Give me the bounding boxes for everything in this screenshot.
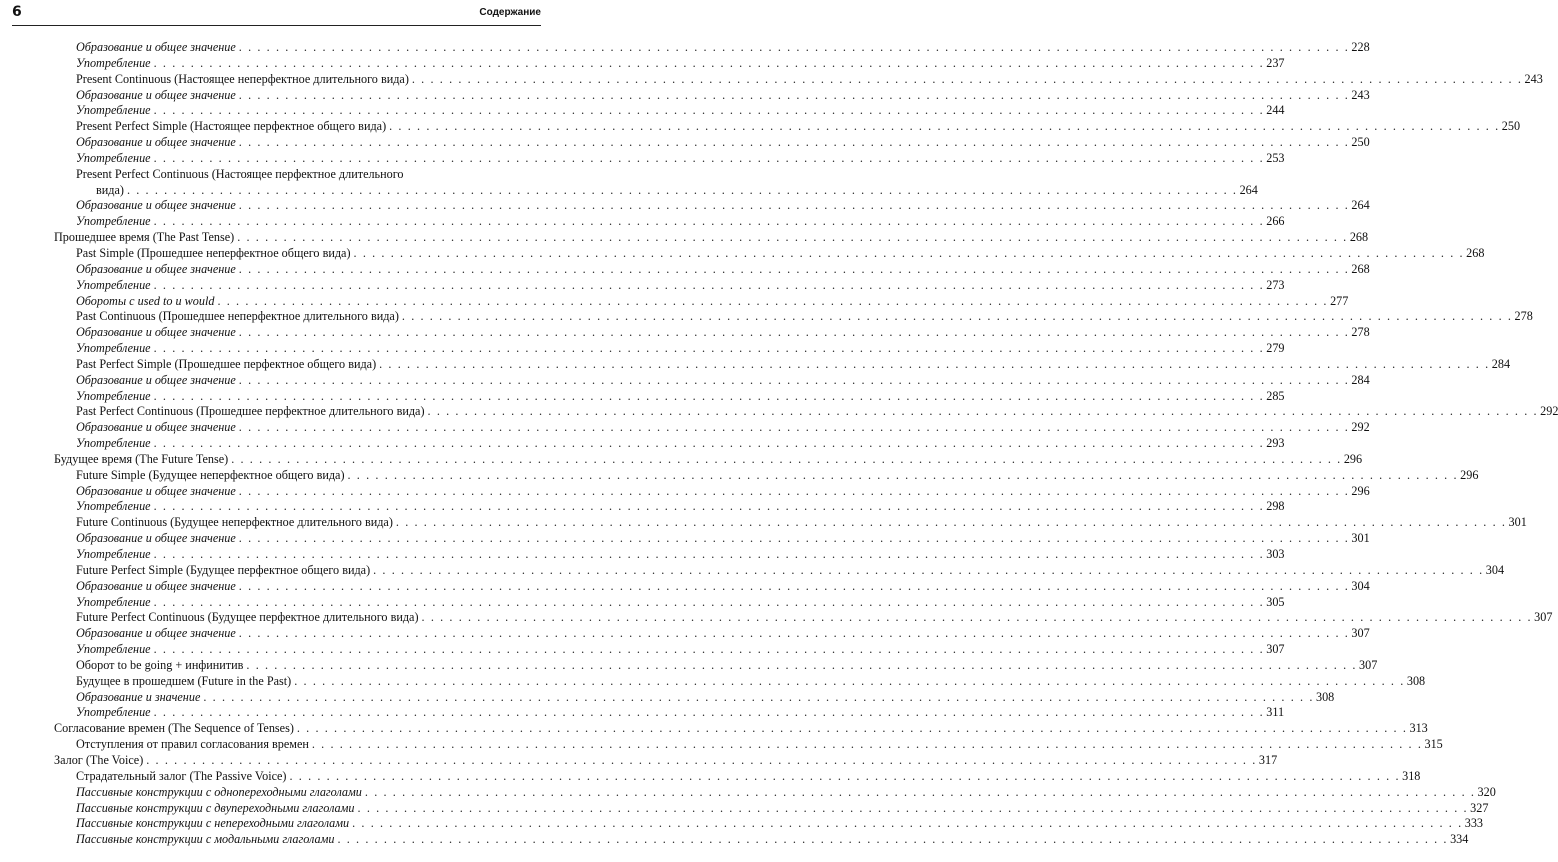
dot-leader: . . . . . . . . . . . . . . . . . . . . . . . . . . . . . . . . . . . . . . . . . . . . . . . . . . . . . . . . . . . . . . . . . . . . . . . . . . . . . . . . . . . . . . . . . . . . . . . . . . . . . . . . . . . . . . . . . . . . . . . . <box>238 626 1350 641</box>
toc-entry-page: 308 <box>1315 689 1335 704</box>
dot-leader: . . . . . . . . . . . . . . . . . . . . . . . . . . . . . . . . . . . . . . . . . . . . . . . . . . . . . . . . . . . . . . . . . . . . . . . . . . . . . . . . . . . . . . . . . . . . . . . . . . . . . . . . . . . . . . . . . . . . . . . . <box>296 721 1408 736</box>
page-number: 6 <box>12 4 22 20</box>
toc-entry-title: Употребление <box>76 214 151 229</box>
dot-leader: . . . . . . . . . . . . . . . . . . . . . . . . . . . . . . . . . . . . . . . . . . . . . . . . . . . . . . . . . . . . . . . . . . . . . . . . . . . . . . . . . . . . . . . . . . . . . . . . . . . . . . . . . . . . . . . . . . . . . . . . <box>311 737 1423 752</box>
dot-leader: . . . . . . . . . . . . . . . . . . . . . . . . . . . . . . . . . . . . . . . . . . . . . . . . . . . . . . . . . . . . . . . . . . . . . . . . . . . . . . . . . . . . . . . . . . . . . . . . . . . . . . . . . . . . . . . . . . . . . . . . <box>246 657 1358 672</box>
toc-entry[interactable] <box>0 103 1285 119</box>
dot-leader: . . . . . . . . . . . . . . . . . . . . . . . . . . . . . . . . . . . . . . . . . . . . . . . . . . . . . . . . . . . . . . . . . . . . . . . . . . . . . . . . . . . . . . . . . . . . . . . . . . . . . . . . . . . . . . . . . . . . . . . . <box>153 642 1265 657</box>
toc-entry[interactable] <box>0 135 1370 151</box>
toc-entry-row <box>76 673 1426 690</box>
toc-entry[interactable] <box>0 356 1511 373</box>
toc-entry-row <box>76 341 1285 357</box>
toc-entry-row <box>76 594 1285 611</box>
dot-leader: . . . . . . . . . . . . . . . . . . . . . . . . . . . . . . . . . . . . . . . . . . . . . . . . . . . . . . . . . . . . . . . . . . . . . . . . . . . . . . . . . . . . . . . . . . . . . . . . . . . . . . . . . . . . . . . . . . . . . . . . <box>238 531 1350 546</box>
toc-entry[interactable] <box>0 721 1428 737</box>
toc-entry[interactable] <box>0 515 1527 531</box>
toc-entry[interactable] <box>0 245 1485 262</box>
toc-entry-page: 292 <box>1351 420 1370 435</box>
toc-entry[interactable] <box>0 626 1370 642</box>
toc-entry-title: Present Perfect Simple (Настоящее перфектное общего вида) <box>76 119 387 134</box>
toc-entry-page: 284 <box>1351 372 1370 387</box>
toc-entry-row <box>76 245 1485 262</box>
toc-entry[interactable] <box>0 752 1278 769</box>
toc-entry-page: 318 <box>1402 768 1421 783</box>
dot-leader: . . . . . . . . . . . . . . . . . . . . . . . . . . . . . . . . . . . . . . . . . . . . . . . . . . . . . . . . . . . . . . . . . . . . . . . . . . . . . . . . . . . . . . . . . . . . . . . . . . . . . . . . . . . . . . . . . . . . . . . . <box>153 277 1265 292</box>
toc-entry-title: Употребление <box>76 705 151 720</box>
toc-entry[interactable] <box>0 182 1258 199</box>
toc-entry-title: Будущее в прошедшем (Future in the Past) <box>76 673 292 688</box>
toc-entry-row <box>76 531 1370 547</box>
dot-leader: . . . . . . . . . . . . . . . . . . . . . . . . . . . . . . . . . . . . . . . . . . . . . . . . . . . . . . . . . . . . . . . . . . . . . . . . . . . . . . . . . . . . . . . . . . . . . . . . . . . . . . . . . . . . . . . . . . . . . . . . <box>389 119 1500 134</box>
toc-entry-row <box>76 800 1489 817</box>
toc-entry-page: 268 <box>1349 230 1369 245</box>
toc-entry-page: 304 <box>1351 578 1370 593</box>
toc-entry-row <box>76 626 1370 642</box>
toc-entry-title: Past Simple (Прошедшее неперфектное общего вида) <box>76 245 351 260</box>
toc-entry-row <box>76 87 1370 104</box>
toc-entry-row <box>76 436 1285 452</box>
toc-entry-title: Образование и общее значение <box>76 261 236 276</box>
dot-leader: . . . . . . . . . . . . . . . . . . . . . . . . . . . . . . . . . . . . . . . . . . . . . . . . . . . . . . . . . . . . . . . . . . . . . . . . . . . . . . . . . . . . . . . . . . . . . . . . . . . . . . . . . . . . . . . . . . . . . . . . <box>153 103 1265 118</box>
toc-entry[interactable] <box>0 673 1426 690</box>
toc-entry-page: 311 <box>1266 705 1285 720</box>
toc-entry[interactable] <box>0 87 1370 104</box>
toc-entry-title: Употребление <box>76 103 151 118</box>
toc-entry-title: Пассивные конструкции с модальными глаголами <box>76 832 335 847</box>
dot-leader: . . . . . . . . . . . . . . . . . . . . . . . . . . . . . . . . . . . . . . . . . . . . . . . . . . . . . . . . . . . . . . . . . . . . . . . . . . . . . . . . . . . . . . . . . . . . . . . . . . . . . . . . . . . . . . . . . . . . . . . . <box>153 547 1265 561</box>
toc-entry-page: 301 <box>1508 515 1527 530</box>
toc-entry-page: 313 <box>1409 721 1428 736</box>
dot-leader: . . . . . . . . . . . . . . . . . . . . . . . . . . . . . . . . . . . . . . . . . . . . . . . . . . . . . . . . . . . . . . . . . . . . . . . . . . . . . . . . . . . . . . . . . . . . . . . . . . . . . . . . . . . . . . . . . . . . . . . . <box>153 341 1265 356</box>
toc-entry-page: 315 <box>1424 737 1443 752</box>
toc-entry-page: 277 <box>1330 293 1349 308</box>
toc-entry[interactable] <box>0 642 1285 658</box>
dot-leader: . . . . . . . . . . . . . . . . . . . . . . . . . . . . . . . . . . . . . . . . . . . . . . . . . . . . . . . . . . . . . . . . . . . . . . . . . . . . . . . . . . . . . . . . . . . . . . . . . . . . . . . . . . . . . . . . . . . . . . . . <box>395 515 1507 530</box>
toc-entry-page: 284 <box>1491 356 1511 371</box>
toc-entry-page: 334 <box>1450 832 1469 847</box>
toc-entry-page: 292 <box>1540 404 1558 419</box>
dot-leader: . . . . . . . . . . . . . . . . . . . . . . . . . . . . . . . . . . . . . . . . . . . . . . . . . . . . . . . . . . . . . . . . . . . . . . . . . . . . . . . . . . . . . . . . . . . . . . . . . . . . . . . . . . . . . . . . . . . . . . . . <box>352 816 1463 831</box>
toc-entry-row <box>76 103 1285 119</box>
toc-entry-title: Пассивные конструкции с однопереходными глаголами <box>76 784 362 799</box>
dot-leader: . . . . . . . . . . . . . . . . . . . . . . . . . . . . . . . . . . . . . . . . . . . . . . . . . . . . . . . . . . . . . . . . . . . . . . . . . . . . . . . . . . . . . . . . . . . . . . . . . . . . . . . . . . . . . . . . . . . . . . . . <box>153 705 1265 720</box>
toc-entry-row <box>76 150 1285 167</box>
toc-entry-page: 285 <box>1266 388 1285 403</box>
toc-entry[interactable] <box>0 261 1370 278</box>
toc-entry-row <box>54 752 1278 769</box>
dot-leader: . . . . . . . . . . . . . . . . . . . . . . . . . . . . . . . . . . . . . . . . . . . . . . . . . . . . . . . . . . . . . . . . . . . . . . . . . . . . . . . . . . . . . . . . . . . . . . . . . . . . . . . . . . . . . . . . . . . . . . . . <box>238 40 1350 54</box>
dot-leader: . . . . . . . . . . . . . . . . . . . . . . . . . . . . . . . . . . . . . . . . . . . . . . . . . . . . . . . . . . . . . . . . . . . . . . . . . . . . . . . . . . . . . . . . . . . . . . . . . . . . . . . . . . . . . . . . . . . . . . . . <box>217 293 1329 308</box>
toc-entry-page: 304 <box>1485 562 1505 577</box>
toc-entry-page: 298 <box>1266 499 1285 514</box>
dot-leader: . . . . . . . . . . . . . . . . . . . . . . . . . . . . . . . . . . . . . . . . . . . . . . . . . . . . . . . . . . . . . . . . . . . . . . . . . . . . . . . . . . . . . . . . . . . . . . . . . . . . . . . . . . . . . . . . . . . . . . . . <box>153 214 1265 229</box>
toc-entry-page: 320 <box>1477 784 1496 799</box>
toc-entry-title: Пассивные конструкции с двупереходными глаголами <box>76 800 355 815</box>
dot-leader: . . . . . . . . . . . . . . . . . . . . . . . . . . . . . . . . . . . . . . . . . . . . . . . . . . . . . . . . . . . . . . . . . . . . . . . . . . . . . . . . . . . . . . . . . . . . . . . . . . . . . . . . . . . . . . . . . . . . . . . . <box>238 325 1350 340</box>
toc-entry-title: Образование и общее значение <box>76 372 236 387</box>
toc-entry-title: Употребление <box>76 55 151 70</box>
toc-entry-row <box>76 737 1443 753</box>
toc-entry-page: 327 <box>1470 800 1489 815</box>
toc-entry-page: 293 <box>1266 436 1285 451</box>
toc-entry-row <box>54 721 1428 737</box>
toc-entry-row <box>76 784 1496 801</box>
running-title: Содержание <box>479 7 541 18</box>
toc-entry-title: Future Simple (Будущее неперфектное общего вида) <box>76 467 345 482</box>
toc-entry-page: 243 <box>1351 87 1370 102</box>
dot-leader: . . . . . . . . . . . . . . . . . . . . . . . . . . . . . . . . . . . . . . . . . . . . . . . . . . . . . . . . . . . . . . . . . . . . . . . . . . . . . . . . . . . . . . . . . . . . . . . . . . . . . . . . . . . . . . . . . . . . . . . . <box>238 578 1350 593</box>
toc-entry-title: Обороты с used to и would <box>76 293 215 308</box>
toc-entry-title: Употребление <box>76 642 151 657</box>
toc-entry-title: Образование и общее значение <box>76 626 236 641</box>
dot-leader: . . . . . . . . . . . . . . . . . . . . . . . . . . . . . . . . . . . . . . . . . . . . . . . . . . . . . . . . . . . . . . . . . . . . . . . . . . . . . . . . . . . . . . . . . . . . . . . . . . . . . . . . . . . . . . . . . . . . . . . . <box>153 436 1265 451</box>
toc-entry-title: Present Perfect Continuous (Настоящее перфектное длительного <box>76 166 404 181</box>
toc-entry[interactable] <box>0 341 1285 357</box>
toc-entry[interactable] <box>0 230 1369 246</box>
toc-entry-page: 278 <box>1351 325 1370 340</box>
toc-entry-title: Отступления от правил согласования времен <box>76 737 309 752</box>
toc-entry-row <box>76 135 1370 151</box>
toc-entry-row <box>76 309 1533 325</box>
toc-entry-page: 250 <box>1501 119 1521 134</box>
toc-entry-row <box>76 214 1285 230</box>
toc-entry-row <box>76 499 1285 515</box>
toc-entry[interactable] <box>0 420 1370 436</box>
toc-entry-title: Употребление <box>76 436 151 451</box>
toc-entry-title: Образование и общее значение <box>76 87 236 102</box>
toc-entry-page: 333 <box>1464 816 1484 831</box>
page-header <box>12 4 541 24</box>
dot-leader: . . . . . . . . . . . . . . . . . . . . . . . . . . . . . . . . . . . . . . . . . . . . . . . . . . . . . . . . . . . . . . . . . . . . . . . . . . . . . . . . . . . . . . . . . . . . . . . . . . . . . . . . . . . . . . . . . . . . . . . . <box>401 309 1513 324</box>
toc-entry-page: 278 <box>1514 309 1533 324</box>
toc-entry[interactable] <box>0 816 1484 832</box>
toc-entry[interactable] <box>0 562 1505 579</box>
dot-leader: . . . . . . . . . . . . . . . . . . . . . . . . . . . . . . . . . . . . . . . . . . . . . . . . . . . . . . . . . . . . . . . . . . . . . . . . . . . . . . . . . . . . . . . . . . . . . . . . . . . . . . . . . . . . . . . . . . . . . . . . <box>373 562 1484 577</box>
toc-entry-title: Пассивные конструкции с непереходными глаголами <box>76 816 350 831</box>
toc-entry-page: 317 <box>1258 752 1278 767</box>
toc-entry-row <box>76 404 1558 420</box>
toc-entry-row <box>76 293 1349 310</box>
toc-entry-row <box>76 515 1527 531</box>
toc-entry-row <box>76 71 1543 88</box>
toc-entry-title: Образование и общее значение <box>76 198 236 213</box>
toc-entry-title: Употребление <box>76 547 151 561</box>
toc-entry-title: Употребление <box>76 499 151 514</box>
toc-entry-row <box>76 388 1285 405</box>
toc-entry-page: 264 <box>1239 182 1258 197</box>
toc-entry-title: Future Perfect Continuous (Будущее перфектное длительного вида) <box>76 610 419 625</box>
dot-leader: . . . . . . . . . . . . . . . . . . . . . . . . . . . . . . . . . . . . . . . . . . . . . . . . . . . . . . . . . . . . . . . . . . . . . . . . . . . . . . . . . . . . . . . . . . . . . . . . . . . . . . . . . . . . . . . . . . . . . . . . <box>203 689 1314 704</box>
toc-entry-title: вида) <box>96 182 124 197</box>
toc-entry-title: Страдательный залог (The Passive Voice) <box>76 768 287 783</box>
dot-leader: . . . . . . . . . . . . . . . . . . . . . . . . . . . . . . . . . . . . . . . . . . . . . . . . . . . . . . . . . . . . . . . . . . . . . . . . . . . . . . . . . . . . . . . . . . . . . . . . . . . . . . . . . . . . . . . . . . . . . . . . <box>364 784 1476 799</box>
toc-entry[interactable] <box>0 372 1370 389</box>
dot-leader: . . . . . . . . . . . . . . . . . . . . . . . . . . . . . . . . . . . . . . . . . . . . . . . . . . . . . . . . . . . . . . . . . . . . . . . . . . . . . . . . . . . . . . . . . . . . . . . . . . . . . . . . . . . . . . . . . . . . . . . . <box>153 388 1265 403</box>
dot-leader: . . . . . . . . . . . . . . . . . . . . . . . . . . . . . . . . . . . . . . . . . . . . . . . . . . . . . . . . . . . . . . . . . . . . . . . . . . . . . . . . . . . . . . . . . . . . . . . . . . . . . . . . . . . . . . . . . . . . . . . . <box>238 372 1350 387</box>
dot-leader: . . . . . . . . . . . . . . . . . . . . . . . . . . . . . . . . . . . . . . . . . . . . . . . . . . . . . . . . . . . . . . . . . . . . . . . . . . . . . . . . . . . . . . . . . . . . . . . . . . . . . . . . . . . . . . . . . . . . . . . . <box>357 800 1469 815</box>
toc-entry-row <box>76 261 1370 278</box>
toc-entry-page: 279 <box>1266 341 1285 356</box>
toc-entry-title: Будущее время (The Future Tense) <box>54 451 229 466</box>
toc-entry-title: Future Continuous (Будущее неперфектное длительного вида) <box>76 515 393 530</box>
toc-entry-page: 303 <box>1266 547 1285 561</box>
toc-entry-page: 243 <box>1524 71 1543 86</box>
toc-entry-page: 307 <box>1351 626 1370 641</box>
table-of-contents <box>0 40 1558 848</box>
dot-leader: . . . . . . . . . . . . . . . . . . . . . . . . . . . . . . . . . . . . . . . . . . . . . . . . . . . . . . . . . . . . . . . . . . . . . . . . . . . . . . . . . . . . . . . . . . . . . . . . . . . . . . . . . . . . . . . . . . . . . . . . <box>238 420 1350 435</box>
dot-leader: . . . . . . . . . . . . . . . . . . . . . . . . . . . . . . . . . . . . . . . . . . . . . . . . . . . . . . . . . . . . . . . . . . . . . . . . . . . . . . . . . . . . . . . . . . . . . . . . . . . . . . . . . . . . . . . . . . . . . . . . <box>238 135 1350 150</box>
toc-entry[interactable] <box>0 214 1285 230</box>
toc-entry[interactable] <box>0 309 1533 325</box>
toc-entry-title: Present Continuous (Настоящее неперфектное длительного вида) <box>76 71 409 86</box>
dot-leader: . . . . . . . . . . . . . . . . . . . . . . . . . . . . . . . . . . . . . . . . . . . . . . . . . . . . . . . . . . . . . . . . . . . . . . . . . . . . . . . . . . . . . . . . . . . . . . . . . . . . . . . . . . . . . . . . . . . . . . . . <box>126 182 1238 197</box>
toc-entry-title: Образование и общее значение <box>76 40 236 54</box>
toc-entry-title: Образование и общее значение <box>76 135 236 150</box>
toc-entry-row <box>76 483 1370 500</box>
toc-entry[interactable] <box>0 594 1285 611</box>
toc-entry-page: 266 <box>1266 214 1285 229</box>
toc-entry-title: Употребление <box>76 277 151 292</box>
toc-entry-title: Употребление <box>76 150 151 165</box>
toc-entry[interactable] <box>0 293 1349 310</box>
toc-entry-title: Залог (The Voice) <box>54 752 144 767</box>
toc-entry-title: Образование и общее значение <box>76 578 236 593</box>
toc-entry[interactable] <box>0 705 1285 721</box>
toc-entry-page: 301 <box>1351 531 1370 546</box>
toc-entry-row <box>54 451 1363 468</box>
dot-leader: . . . . . . . . . . . . . . . . . . . . . . . . . . . . . . . . . . . . . . . . . . . . . . . . . . . . . . . . . . . . . . . . . . . . . . . . . . . . . . . . . . . . . . . . . . . . . . . . . . . . . . . . . . . . . . . . . . . . . . . . <box>379 356 1490 371</box>
toc-entry-title: Образование и общее значение <box>76 325 236 340</box>
dot-leader: . . . . . . . . . . . . . . . . . . . . . . . . . . . . . . . . . . . . . . . . . . . . . . . . . . . . . . . . . . . . . . . . . . . . . . . . . . . . . . . . . . . . . . . . . . . . . . . . . . . . . . . . . . . . . . . . . . . . . . . . <box>238 198 1350 213</box>
toc-entry-title: Употребление <box>76 341 151 356</box>
toc-entry-title: Согласование времен (The Sequence of Tenses) <box>54 721 294 736</box>
toc-entry-title: Оборот to be going + инфинитив <box>76 657 244 672</box>
dot-leader: . . . . . . . . . . . . . . . . . . . . . . . . . . . . . . . . . . . . . . . . . . . . . . . . . . . . . . . . . . . . . . . . . . . . . . . . . . . . . . . . . . . . . . . . . . . . . . . . . . . . . . . . . . . . . . . . . . . . . . . . <box>237 230 1348 245</box>
toc-entry[interactable] <box>0 578 1370 595</box>
toc-entry[interactable] <box>0 531 1370 547</box>
toc-entry[interactable] <box>0 325 1370 341</box>
toc-entry-title: Образование и общее значение <box>76 531 236 546</box>
toc-entry[interactable] <box>0 467 1479 484</box>
toc-entry-row <box>76 768 1421 785</box>
toc-entry-page: 308 <box>1406 673 1426 688</box>
toc-entry-row <box>76 55 1285 72</box>
toc-entry[interactable] <box>0 499 1285 515</box>
toc-entry-page: 264 <box>1351 198 1370 213</box>
toc-entry[interactable] <box>0 784 1496 801</box>
toc-entry[interactable] <box>0 451 1363 468</box>
toc-entry-page: 296 <box>1351 483 1370 498</box>
toc-entry[interactable] <box>0 689 1335 706</box>
dot-leader: . . . . . . . . . . . . . . . . . . . . . . . . . . . . . . . . . . . . . . . . . . . . . . . . . . . . . . . . . . . . . . . . . . . . . . . . . . . . . . . . . . . . . . . . . . . . . . . . . . . . . . . . . . . . . . . . . . . . . . . . <box>231 451 1342 466</box>
toc-entry-page: 296 <box>1460 467 1479 482</box>
toc-entry[interactable] <box>0 547 1285 563</box>
toc-entry-row <box>76 40 1370 56</box>
dot-leader: . . . . . . . . . . . . . . . . . . . . . . . . . . . . . . . . . . . . . . . . . . . . . . . . . . . . . . . . . . . . . . . . . . . . . . . . . . . . . . . . . . . . . . . . . . . . . . . . . . . . . . . . . . . . . . . . . . . . . . . . <box>421 610 1533 625</box>
toc-entry-row <box>76 657 1378 674</box>
toc-entry[interactable] <box>0 800 1489 817</box>
dot-leader: . . . . . . . . . . . . . . . . . . . . . . . . . . . . . . . . . . . . . . . . . . . . . . . . . . . . . . . . . . . . . . . . . . . . . . . . . . . . . . . . . . . . . . . . . . . . . . . . . . . . . . . . . . . . . . . . . . . . . . . . <box>294 673 1405 688</box>
dot-leader: . . . . . . . . . . . . . . . . . . . . . . . . . . . . . . . . . . . . . . . . . . . . . . . . . . . . . . . . . . . . . . . . . . . . . . . . . . . . . . . . . . . . . . . . . . . . . . . . . . . . . . . . . . . . . . . . . . . . . . . . <box>238 261 1350 276</box>
toc-entry-page: 250 <box>1351 135 1370 150</box>
toc-entry-row <box>54 230 1369 246</box>
toc-entry-row <box>76 467 1479 484</box>
dot-leader: . . . . . . . . . . . . . . . . . . . . . . . . . . . . . . . . . . . . . . . . . . . . . . . . . . . . . . . . . . . . . . . . . . . . . . . . . . . . . . . . . . . . . . . . . . . . . . . . . . . . . . . . . . . . . . . . . . . . . . . . <box>153 594 1265 609</box>
toc-entry-page: 307 <box>1534 610 1553 625</box>
dot-leader: . . . . . . . . . . . . . . . . . . . . . . . . . . . . . . . . . . . . . . . . . . . . . . . . . . . . . . . . . . . . . . . . . . . . . . . . . . . . . . . . . . . . . . . . . . . . . . . . . . . . . . . . . . . . . . . . . . . . . . . . <box>153 55 1265 70</box>
toc-entry-title: Образование и общее значение <box>76 483 236 498</box>
toc-entry-row <box>76 356 1511 373</box>
toc-entry-row <box>76 562 1505 579</box>
toc-entry-title: Past Perfect Continuous (Прошедшее перфектное длительного вида) <box>76 404 425 419</box>
dot-leader: . . . . . . . . . . . . . . . . . . . . . . . . . . . . . . . . . . . . . . . . . . . . . . . . . . . . . . . . . . . . . . . . . . . . . . . . . . . . . . . . . . . . . . . . . . . . . . . . . . . . . . . . . . . . . . . . . . . . . . . . <box>427 404 1539 419</box>
dot-leader: . . . . . . . . . . . . . . . . . . . . . . . . . . . . . . . . . . . . . . . . . . . . . . . . . . . . . . . . . . . . . . . . . . . . . . . . . . . . . . . . . . . . . . . . . . . . . . . . . . . . . . . . . . . . . . . . . . . . . . . . <box>153 150 1265 165</box>
toc-entry-page: 307 <box>1266 642 1285 657</box>
toc-entry[interactable] <box>0 610 1553 626</box>
toc-entry-row <box>76 167 541 183</box>
toc-entry-title: Образование и общее значение <box>76 420 236 435</box>
header-rule <box>12 25 541 26</box>
toc-entry[interactable] <box>0 404 1558 420</box>
toc-entry-title: Прошедшее время (The Past Tense) <box>54 230 235 245</box>
toc-entry-row <box>76 642 1285 658</box>
toc-entry[interactable] <box>0 737 1443 753</box>
toc-entry[interactable] <box>0 483 1370 500</box>
toc-entry[interactable] <box>0 198 1370 214</box>
toc-entry[interactable] <box>0 436 1285 452</box>
toc-entry-page: 237 <box>1266 55 1285 70</box>
dot-leader: . . . . . . . . . . . . . . . . . . . . . . . . . . . . . . . . . . . . . . . . . . . . . . . . . . . . . . . . . . . . . . . . . . . . . . . . . . . . . . . . . . . . . . . . . . . . . . . . . . . . . . . . . . . . . . . . . . . . . . . . <box>411 71 1523 86</box>
toc-entry-row <box>76 277 1285 294</box>
toc-entry-page: 268 <box>1351 261 1370 276</box>
toc-entry-row <box>76 372 1370 389</box>
toc-entry-title: Употребление <box>76 388 151 403</box>
toc-entry[interactable] <box>0 768 1421 785</box>
toc-entry-row <box>76 420 1370 436</box>
toc-entry-row <box>76 547 1285 563</box>
toc-entry-page: 268 <box>1466 245 1485 260</box>
toc-entry[interactable] <box>0 71 1543 88</box>
toc-entry-page: 228 <box>1351 40 1370 54</box>
dot-leader: . . . . . . . . . . . . . . . . . . . . . . . . . . . . . . . . . . . . . . . . . . . . . . . . . . . . . . . . . . . . . . . . . . . . . . . . . . . . . . . . . . . . . . . . . . . . . . . . . . . . . . . . . . . . . . . . . . . . . . . . <box>146 752 1257 767</box>
toc-entry-title: Past Perfect Simple (Прошедшее перфектное общего вида) <box>76 356 377 371</box>
toc-entry[interactable] <box>0 40 1370 56</box>
toc-entry[interactable] <box>0 277 1285 294</box>
toc-entry-title: Future Perfect Simple (Будущее перфектное общего вида) <box>76 562 371 577</box>
toc-entry-page: 307 <box>1359 657 1378 672</box>
toc-entry-title: Употребление <box>76 594 151 609</box>
toc-entry-row <box>96 182 1258 199</box>
toc-entry-row <box>76 578 1370 595</box>
toc-entry-row <box>76 610 1553 626</box>
dot-leader: . . . . . . . . . . . . . . . . . . . . . . . . . . . . . . . . . . . . . . . . . . . . . . . . . . . . . . . . . . . . . . . . . . . . . . . . . . . . . . . . . . . . . . . . . . . . . . . . . . . . . . . . . . . . . . . . . . . . . . . . <box>238 483 1350 498</box>
toc-entry[interactable] <box>0 167 553 183</box>
toc-entry-title: Past Continuous (Прошедшее неперфектное длительного вида) <box>76 309 399 324</box>
toc-entry[interactable] <box>0 832 1469 848</box>
toc-entry-row <box>76 705 1285 721</box>
toc-entry-row <box>76 816 1484 832</box>
dot-leader: . . . . . . . . . . . . . . . . . . . . . . . . . . . . . . . . . . . . . . . . . . . . . . . . . . . . . . . . . . . . . . . . . . . . . . . . . . . . . . . . . . . . . . . . . . . . . . . . . . . . . . . . . . . . . . . . . . . . . . . . <box>353 245 1465 260</box>
dot-leader: . . . . . . . . . . . . . . . . . . . . . . . . . . . . . . . . . . . . . . . . . . . . . . . . . . . . . . . . . . . . . . . . . . . . . . . . . . . . . . . . . . . . . . . . . . . . . . . . . . . . . . . . . . . . . . . . . . . . . . . . <box>347 467 1459 482</box>
toc-entry-row <box>76 325 1370 341</box>
toc-entry-title: Образование и значение <box>76 689 201 704</box>
dot-leader: . . . . . . . . . . . . . . . . . . . . . . . . . . . . . . . . . . . . . . . . . . . . . . . . . . . . . . . . . . . . . . . . . . . . . . . . . . . . . . . . . . . . . . . . . . . . . . . . . . . . . . . . . . . . . . . . . . . . . . . . <box>337 832 1449 847</box>
dot-leader: . . . . . . . . . . . . . . . . . . . . . . . . . . . . . . . . . . . . . . . . . . . . . . . . . . . . . . . . . . . . . . . . . . . . . . . . . . . . . . . . . . . . . . . . . . . . . . . . . . . . . . . . . . . . . . . . . . . . . . . . <box>238 87 1350 102</box>
toc-entry[interactable] <box>0 55 1285 72</box>
toc-entry-page: 244 <box>1266 103 1285 118</box>
dot-leader: . . . . . . . . . . . . . . . . . . . . . . . . . . . . . . . . . . . . . . . . . . . . . . . . . . . . . . . . . . . . . . . . . . . . . . . . . . . . . . . . . . . . . . . . . . . . . . . . . . . . . . . . . . . . . . . . . . . . . . . . <box>153 499 1265 514</box>
toc-entry-page: 296 <box>1343 451 1363 466</box>
toc-entry-row <box>76 689 1335 706</box>
toc-entry[interactable] <box>0 657 1378 674</box>
toc-entry[interactable] <box>0 388 1285 405</box>
toc-entry-row <box>76 832 1469 848</box>
toc-entry-page: 305 <box>1266 594 1285 609</box>
toc-entry[interactable] <box>0 150 1285 167</box>
toc-entry-row <box>76 119 1521 135</box>
toc-entry[interactable] <box>0 119 1521 135</box>
toc-entry-row <box>76 198 1370 214</box>
dot-leader: . . . . . . . . . . . . . . . . . . . . . . . . . . . . . . . . . . . . . . . . . . . . . . . . . . . . . . . . . . . . . . . . . . . . . . . . . . . . . . . . . . . . . . . . . . . . . . . . . . . . . . . . . . . . . . . . . . . . . . . . <box>289 768 1401 783</box>
toc-entry-page: 253 <box>1266 150 1285 165</box>
toc-entry-page: 273 <box>1266 277 1285 292</box>
